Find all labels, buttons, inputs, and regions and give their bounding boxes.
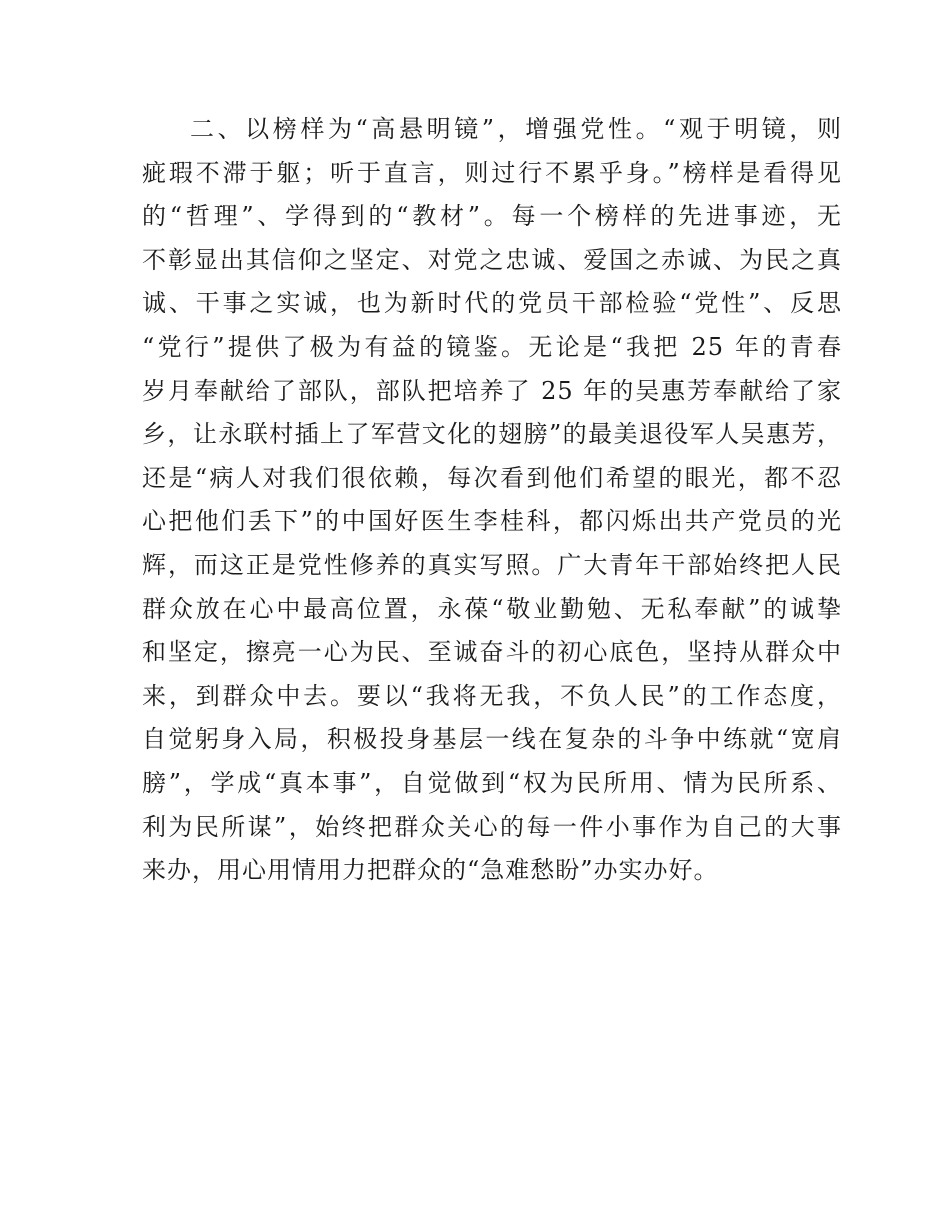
paragraph-line: 和坚定，擦亮一心为民、至诚奋斗的初心底色，坚持从群众中 [142,638,842,667]
paragraph-line: 辉，而这正是党性修养的真实写照。广大青年干部始终把人民 [142,550,842,579]
paragraph-line: 来办，用心用情用力把群众的“急难愁盼”办实办好。 [142,856,719,885]
paragraph-line: 不彰显出其信仰之坚定、对党之忠诚、爱国之赤诚、为民之真 [142,245,842,274]
paragraph-line: 还是“病人对我们很依赖，每次看到他们希望的眼光，都不忍 [142,463,842,492]
paragraph-line: 疵瑕不滞于躯；听于直言，则过行不累乎身。”榜样是看得见 [142,158,842,187]
paragraph-line: 心把他们丢下”的中国好医生李桂科，都闪烁出共产党员的光 [142,507,842,536]
paragraph-line: 诚、干事之实诚，也为新时代的党员干部检验“党性”、反思 [142,289,842,318]
paragraph-line: 二、以榜样为“高悬明镜”，增强党性。“观于明镜，则 [190,115,842,143]
paragraph-line: 自觉躬身入局，积极投身基层一线在复杂的斗争中练就“宽肩 [142,725,842,754]
paragraph-line: “党行”提供了极为有益的镜鉴。无论是“我把 25 年的青春 [142,332,842,361]
paragraph-line: 来，到群众中去。要以“我将无我，不负人民”的工作态度， [142,681,842,710]
paragraph-line: 的“哲理”、学得到的“教材”。每一个榜样的先进事迹，无 [142,202,842,231]
paragraph-line: 膀”，学成“真本事”，自觉做到“权为民所用、情为民所系、 [142,768,842,797]
paragraph-line: 利为民所谋”，始终把群众关心的每一件小事作为自己的大事 [142,812,842,841]
paragraph-line: 群众放在心中最高位置，永葆“敬业勤勉、无私奉献”的诚挚 [142,594,842,623]
body-paragraph [142,108,842,893]
paragraph-line: 岁月奉献给了部队，部队把培养了 25 年的吴惠芳奉献给了家 [142,376,842,405]
paragraph-line: 乡，让永联村插上了军营文化的翅膀”的最美退役军人吴惠芳， [142,420,842,449]
